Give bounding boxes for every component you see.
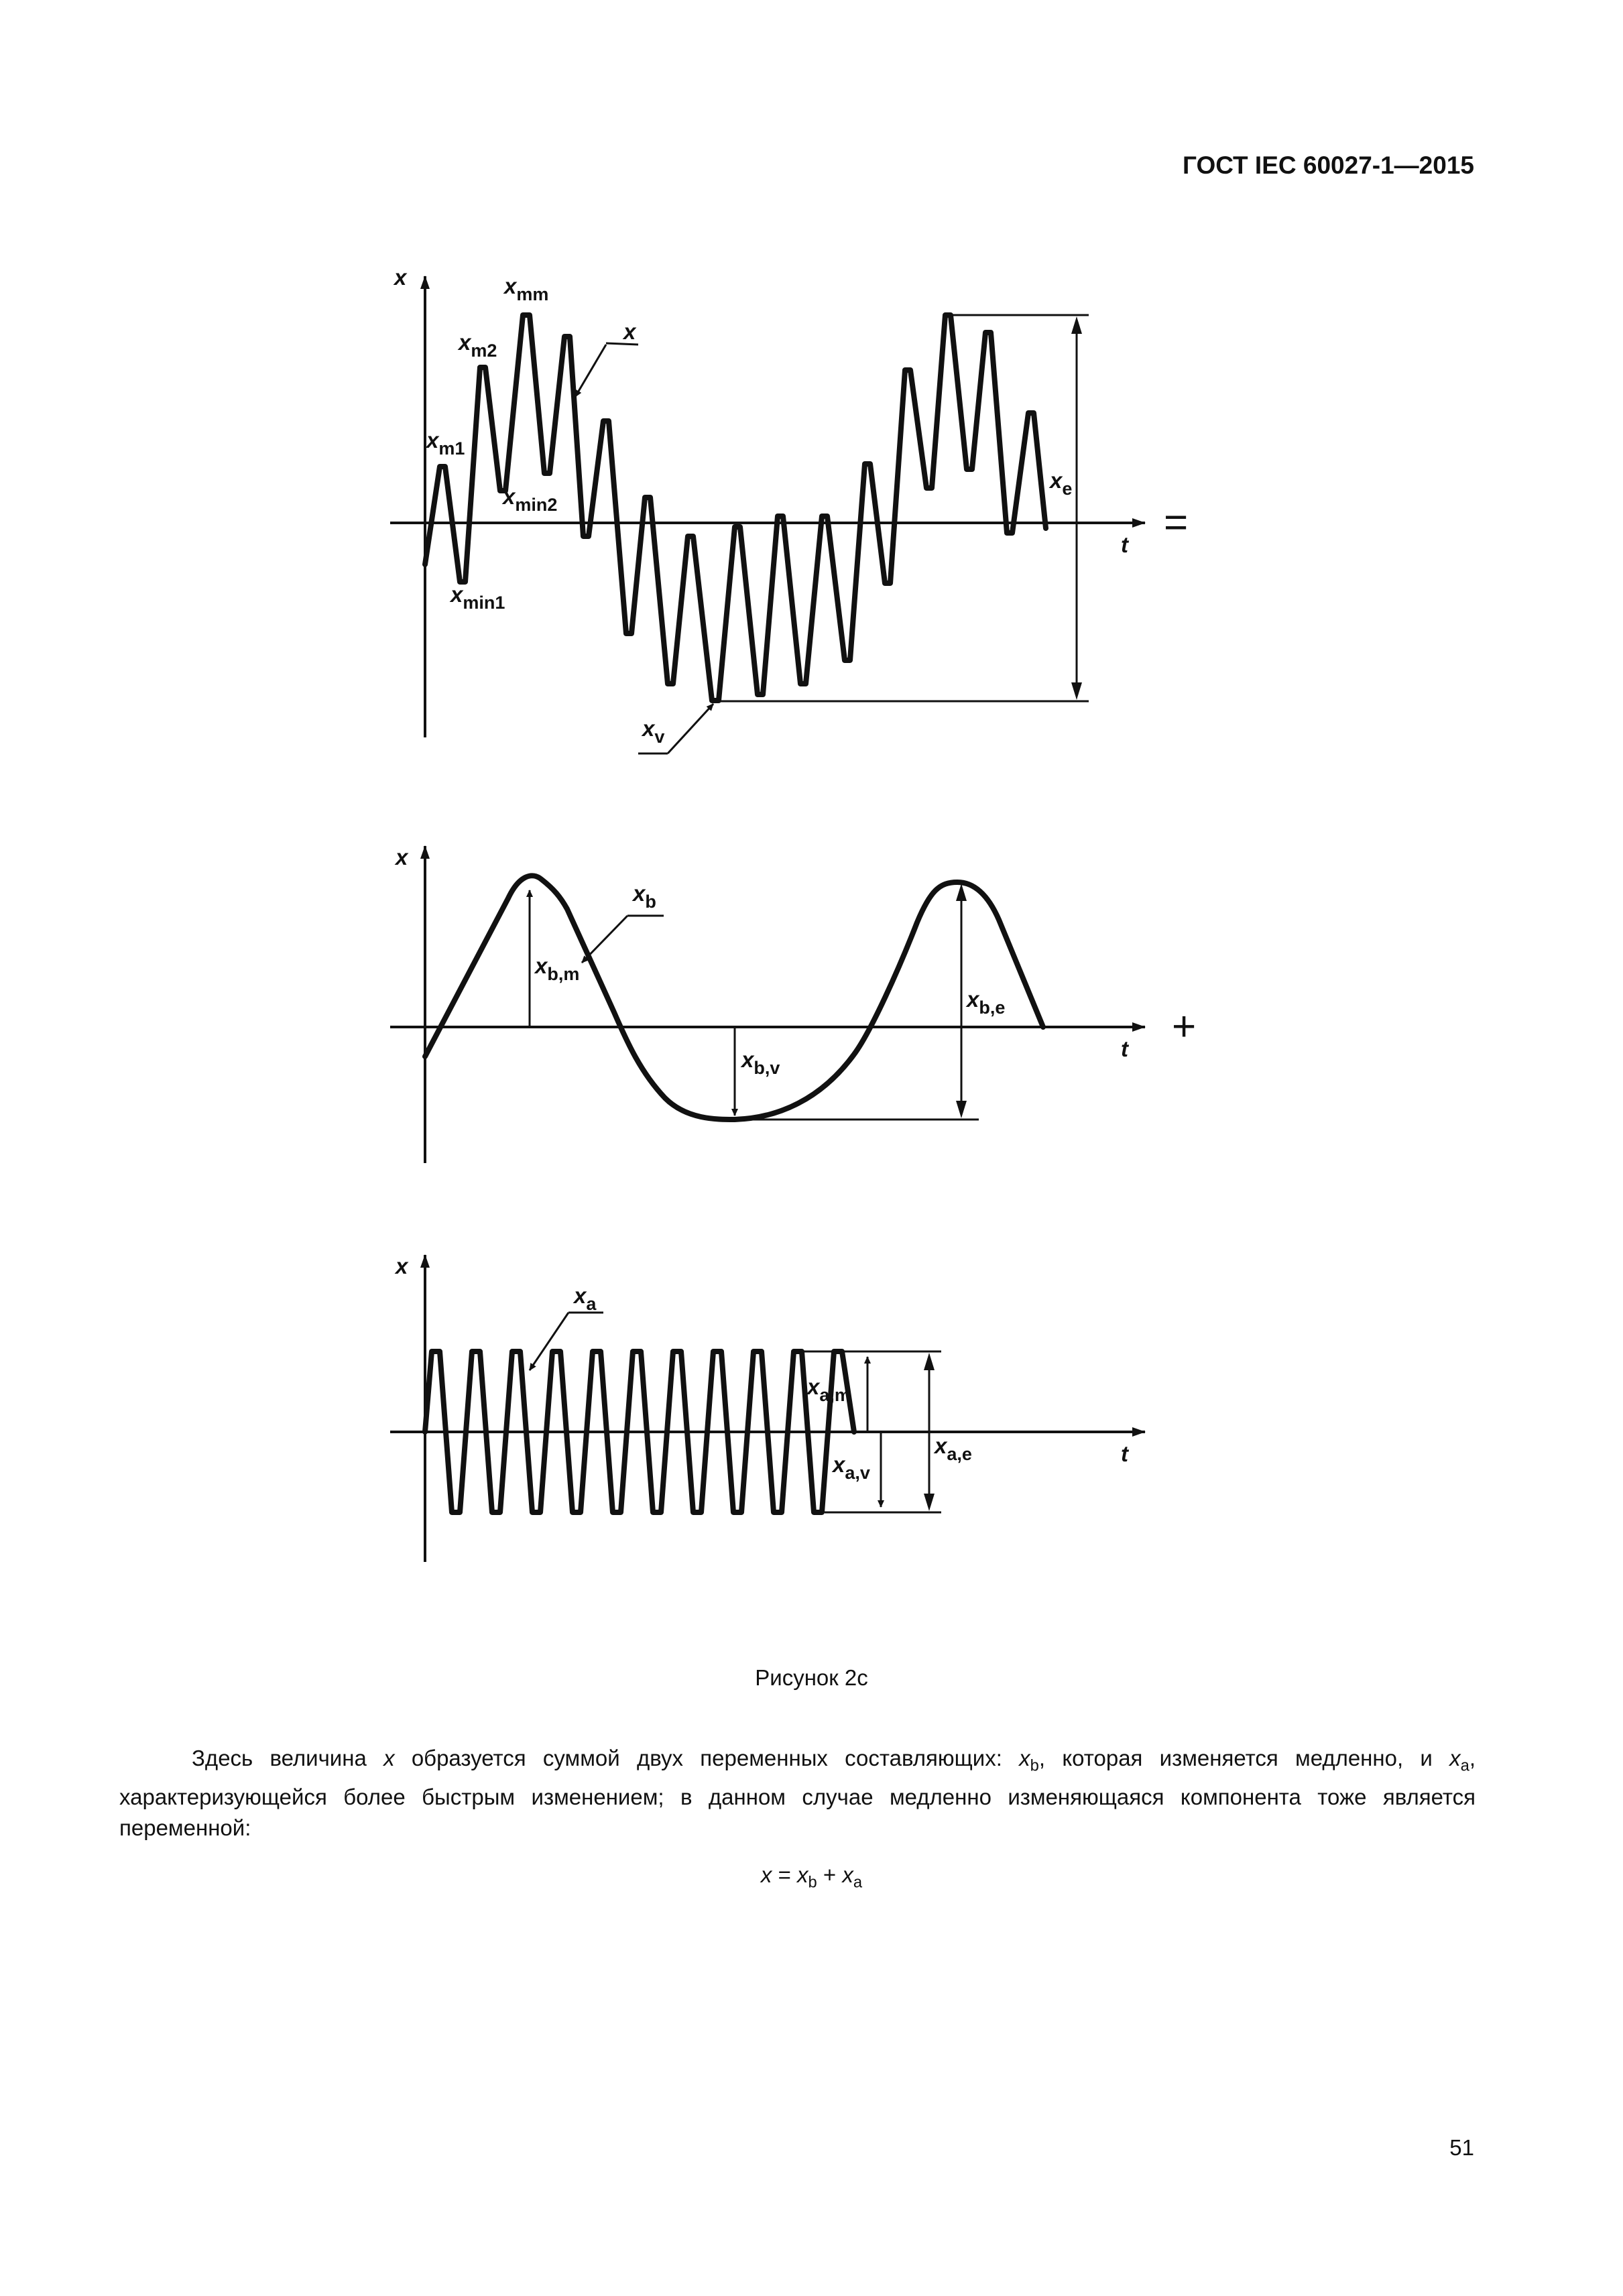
label-x-main: x (623, 319, 636, 344)
label-x-e: $x_e$ (1050, 468, 1073, 499)
label-x-m1: $x_{m1}$ (426, 428, 465, 459)
bot-y-axis-label: x (396, 1254, 408, 1278)
equals-operator: = (1164, 499, 1189, 546)
bot-xae-arrow-up (924, 1353, 935, 1370)
page-number: 51 (1449, 2135, 1474, 2160)
label-x-min1: $x_{min1}$ (450, 582, 505, 613)
top-xv-leader-arrow (668, 704, 713, 753)
bot-xae-arrow-down (924, 1494, 935, 1511)
body-paragraph: Здесь величина x образуется суммой двух переменных составляющих: $x_b$, которая изменяется медленно, и $x_a$, характеризующейся более быстрым изменением; в данном случае медленно изменяющаяся компонента тоже является переменной: (119, 1746, 1476, 1840)
label-xb: $x_b$ (633, 881, 656, 912)
label-x-min2: $x_{min2}$ (503, 484, 558, 515)
mid-xbe-arrow-down (956, 1101, 967, 1118)
bottom-plot (390, 1254, 1145, 1562)
label-xav: $x_{a,v}$ (833, 1452, 870, 1483)
figure-caption: Рисунок 2с (755, 1665, 868, 1690)
top-t-axis-label: t (1121, 532, 1128, 557)
label-xam: $x_{a,m}$ (807, 1374, 851, 1405)
mid-xb-leader-arrow (582, 916, 627, 963)
mid-y-axis-label: x (396, 845, 408, 869)
document-header: ГОСТ IEC 60027-1—2015 (1182, 152, 1474, 179)
top-xe-arrow-up (1071, 316, 1082, 334)
top-y-axis-label: x (394, 265, 407, 290)
label-xbm: $x_{b,m}$ (535, 953, 580, 984)
label-xa: $x_a$ (574, 1283, 597, 1314)
label-x-v: $x_v$ (642, 716, 665, 747)
middle-plot (390, 845, 1196, 1163)
label-xbe: $x_{b,e}$ (967, 987, 1006, 1018)
bot-t-axis-label: t (1121, 1441, 1128, 1466)
label-xae: $x_{a,e}$ (935, 1433, 972, 1464)
mid-xbe-arrow-up (956, 884, 967, 901)
formula: $x = x_b + x_a$ (760, 1862, 863, 1892)
label-x-m2: $x_{m2}$ (459, 330, 497, 361)
top-plot (390, 265, 1188, 753)
plus-operator: + (1172, 1004, 1197, 1050)
top-x-leader-arrow (575, 345, 606, 397)
label-xbv: $x_{b,v}$ (741, 1047, 780, 1078)
top-xe-arrow-down (1071, 682, 1082, 700)
label-x-mm: $x_{mm}$ (504, 274, 549, 304)
mid-t-axis-label: t (1121, 1036, 1128, 1061)
